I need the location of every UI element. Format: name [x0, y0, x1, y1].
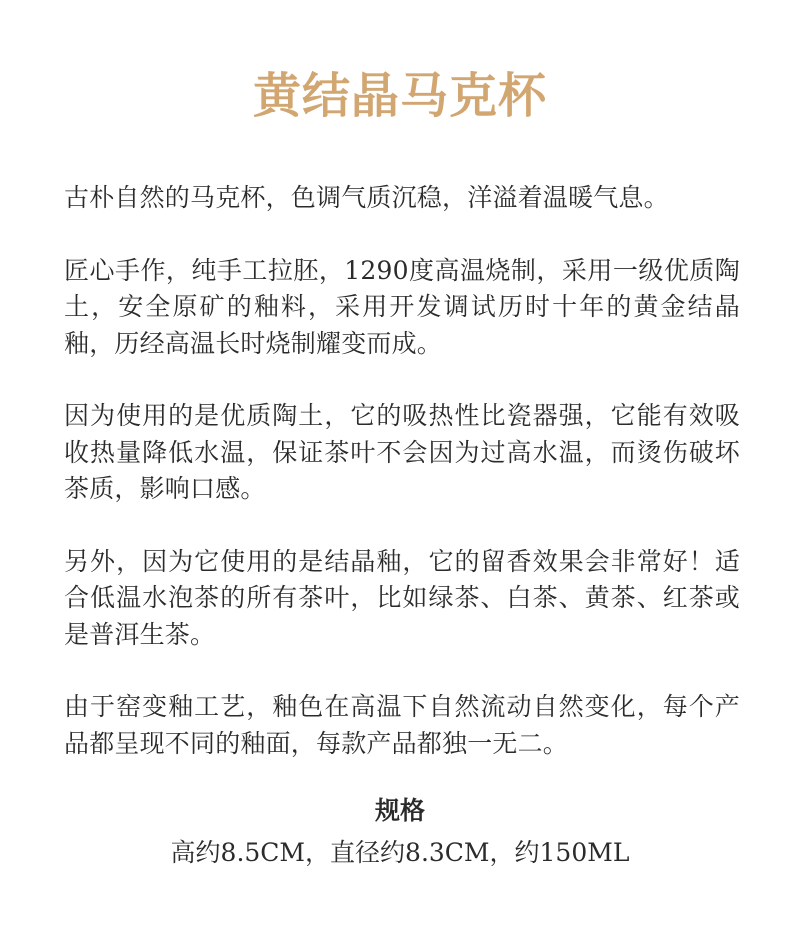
specification-details: 高约8.5CM，直径约8.3CM，约150ML	[170, 838, 630, 867]
description-paragraph-3: 因为使用的是优质陶土，它的吸热性比瓷器强，它能有效吸收热量降低水温，保证茶叶不会因为过高水温，而烫伤破坏茶质，影响口感。	[64, 401, 740, 503]
description-paragraph-2: 匠心手作，纯手工拉胚，1290度高温烧制，采用一级优质陶土，安全原矿的釉料，采用开发调试历时十年的黄金结晶釉，历经高温长时烧制耀变而成。	[64, 255, 740, 358]
description-body	[64, 180, 740, 798]
description-paragraph-1: 古朴自然的马克杯，色调气质沉稳，洋溢着温暖气息。	[64, 183, 669, 212]
description-paragraph-5: 由于窑变釉工艺，釉色在高温下自然流动自然变化，每个产品都呈现不同的釉面，每款产品都独一无二。	[64, 692, 740, 758]
specification-section	[0, 792, 800, 872]
description-paragraph-4: 另外，因为它使用的是结晶釉，它的留香效果会非常好！适合低温水泡茶的所有茶叶，比如绿茶、白茶、黄茶、红茶或是普洱生茶。	[64, 546, 740, 649]
specification-heading: 规格	[374, 796, 425, 825]
page-title: 黄结晶马克杯	[252, 68, 547, 124]
